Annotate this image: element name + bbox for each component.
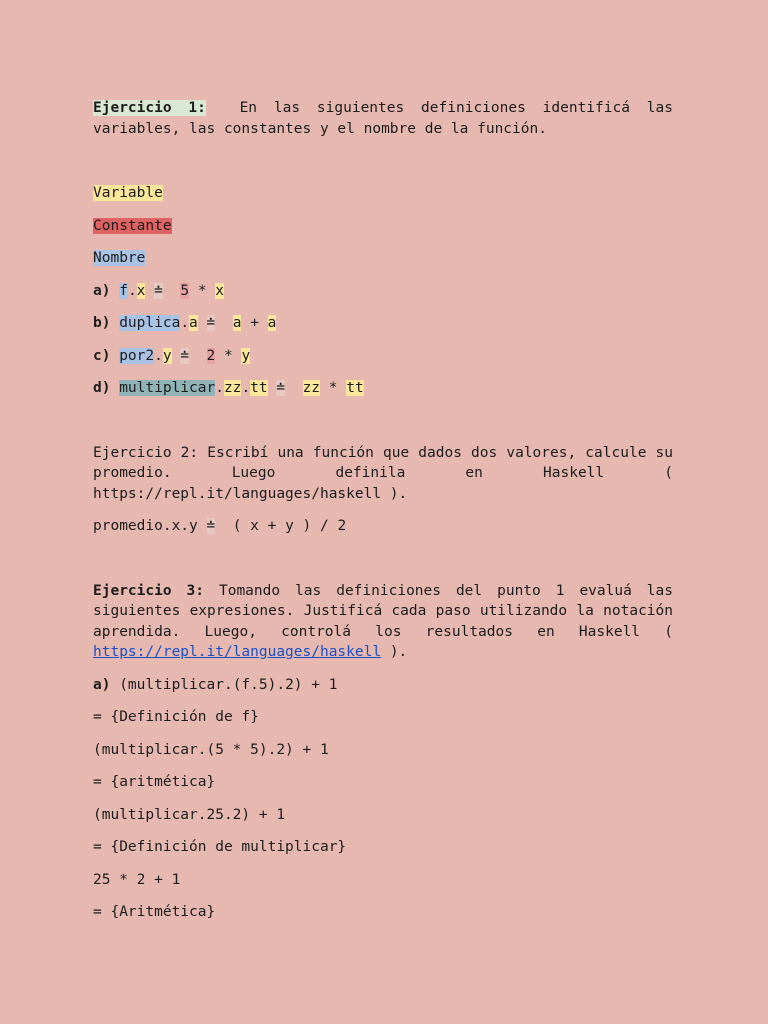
exercise-2-definition [93,516,673,537]
function-name: por2 [119,347,155,364]
legend-variable: Variable [93,185,163,201]
variable: a [267,315,277,331]
definition-a: a) f.x ≐ 5 * x [93,282,225,299]
evaluation-step: 25 * 2 + 1 [93,871,181,888]
item-letter: a) [93,676,111,693]
exercise-3-statement [93,581,673,663]
legend-constante: Constante [93,217,172,234]
variable: zz [223,380,242,396]
exercise-1-statement [93,98,673,139]
variable: zz [302,380,321,396]
item-letter: a) [93,282,111,299]
evaluation-step: = {Aritmética} [93,904,216,920]
definition-symbol: ≐ [276,380,286,396]
definition-symbol: ≐ [180,347,190,364]
haskell-repl-link[interactable]: https://repl.it/languages/haskell [93,644,382,660]
exercise-1-label: Ejercicio 1: [93,100,206,116]
operator: * [328,380,338,396]
exercise-3-text: Tomando las definiciones del punto 1 evaluá las siguientes expresiones. Justificá cada paso utilizando la notación aprendida. Luego, controlá los resultados en Haskell ( [93,582,673,640]
variable: tt [250,380,268,396]
evaluation-step: = {Definición de multiplicar} [93,839,347,855]
operator: * [197,282,207,299]
definition-lhs: promedio.x.y [93,518,198,534]
legend-nombre: Nombre [93,250,146,266]
item-expression: (multiplicar.(f.5).2) + 1 [119,676,338,693]
exercise-3-item-a [93,675,673,696]
function-name: multiplicar [119,380,216,396]
variable: y [241,347,251,364]
variable: a [232,315,242,331]
definition-symbol: ≐ [206,518,216,534]
function-name: f [119,282,128,299]
item-letter: d) [93,380,111,396]
variable: a [189,315,198,331]
exercise-2-statement: Ejercicio 2: Escribí una función que dados dos valores, calcule su promedio. Luego definila en Haskell ( https://repl.it/languages/haskell ). [93,444,673,502]
definition-d: d) multiplicar.zz.tt ≐ zz * tt [93,380,364,396]
variable: y [162,347,172,364]
definition-rhs: ( x + y ) / 2 [223,518,347,534]
evaluation-step: = {Definición de f} [93,709,259,725]
variable: x [136,282,146,299]
operator: * [224,347,233,364]
definition-symbol: ≐ [206,315,216,331]
evaluation-step: (multiplicar.(5 * 5).2) + 1 [93,741,329,758]
exercise-3-label: Ejercicio 3: [93,582,204,599]
item-letter: b) [93,315,111,331]
constant: 2 [206,347,216,364]
definition-b: b) duplica.a ≐ a + a [93,315,277,331]
definition-c: c) por2.y ≐ 2 * y [93,347,251,364]
variable: x [215,282,225,299]
operator: + [250,315,259,331]
constant: 5 [180,282,190,299]
evaluation-step: (multiplicar.25.2) + 1 [93,806,286,823]
document-body [93,98,673,923]
item-letter: c) [93,347,111,364]
variable: tt [346,380,364,396]
definition-symbol: ≐ [154,282,163,299]
evaluation-step: = {aritmética} [93,774,216,790]
exercise-3-text-end: ). [389,644,408,660]
exercise-1-text: En las siguientes definiciones identificá las variables, las constantes y el nombre de la función. [93,100,673,137]
function-name: duplica [119,315,181,331]
